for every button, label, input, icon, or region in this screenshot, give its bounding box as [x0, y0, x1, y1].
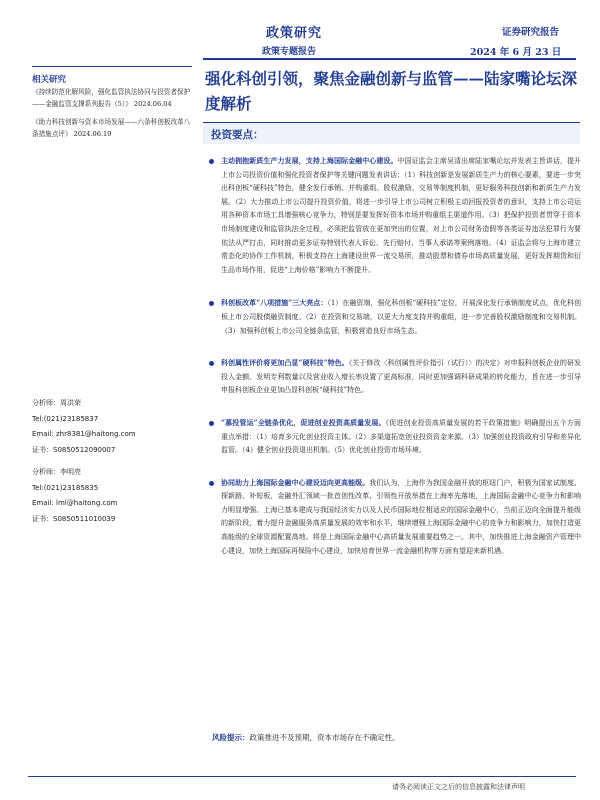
header-divider	[203, 58, 576, 60]
analyst-tel: Tel:(021)23185837	[32, 414, 99, 423]
related-research-date: 2024.06.04	[133, 100, 172, 108]
related-research-date: 2024.06.19	[73, 130, 112, 138]
key-point-body: 我们认为，上海作为我国金融开放的枢纽门户，积极为国家试制度、探新路、补短板，金融外汇领域一批首创性改革，引领性开放举措在上海率先落地，上海国际金融中心竞争力和影响力明显增强。上海已基本建成与我国经济实力以及人民币国际地位相适应的国际金融中心，当前正迈向全面提升能级的新阶段，着力提升金融服务高质量发展的效率和水平，继续增强上海国际金融中心的竞争力和影响力，加快打造更高能级的全球资源配置高地。将是上海国际金融中心高质量发展重要趋势之一。其中，加快推进上海金融资产管理中心建设，加快上海国际再保险中心建设，加快培育世界一流金融机构等方面有望迎来新机遇。	[221, 478, 582, 555]
related-research-item[interactable]	[32, 116, 194, 140]
analyst-cert: 证书：S0850512090007	[32, 445, 116, 454]
analyst-tel: Tel:(021)23185835	[32, 483, 99, 492]
key-points-list	[207, 154, 581, 558]
related-research-heading: 相关研究	[32, 75, 67, 85]
risk-warning	[212, 732, 400, 743]
key-point-lead: “募投管运”全链条优化，促进创业投资高质量发展。	[221, 417, 386, 427]
key-point-lead: 主动拥抱新质生产力发展，支持上海国际金融中心建设。	[221, 156, 398, 165]
key-point-lead: 科创板改革“八项措施”三大亮点：	[221, 298, 328, 308]
key-point-item	[207, 296, 581, 338]
key-point-item	[207, 356, 581, 398]
analyst-email[interactable]: Email: zhr8381@haitong.com	[32, 430, 136, 438]
related-research-item[interactable]	[32, 86, 194, 110]
bullet-dot-icon	[209, 159, 214, 164]
bullet-dot-icon	[209, 301, 214, 306]
key-points-header	[203, 122, 580, 144]
key-point-body: （1）在融资端，强化科创板“硬科技”定位，开展深化发行承销制度试点，优化科创板上市公司股债融资制度。（2）在投资和交易端，以更大力度支持并购重组，进一步完善股权激励制度和交易机制。（3）加强科创板上市公司全链条监管，积极营造良好市场生态。	[221, 299, 581, 335]
key-point-body: 中国证监会主席吴清出席陆家嘴论坛并发表主旨讲话，提升上市公司投资价值和强化投资者保护等关键问题发表讲话：（1）科技创新是发展新质生产力的核心要素，要进一步突出科创板“硬科技”特色，健全发行承销、并购重组、股权激励、交易等制度机制，更好服务科技创新和新质生产力发展。（2）大力推动上市公司提升投资价值，将进一步引导上市公司树立积极主动回报投资者的意识，支持上市公司运用各种资本市场工具增强核心竞争力，特别是要发挥好资本市场并购重组主渠道作用。（3）把保护投资者贯穿于资本市场制度建设和监管执法全过程，必须把监管放在更加突出的位置，对上市公司财务造假等各类证券违法犯罪行为要依法从严打击，同时推动更多证券特别代表人诉讼、先行赔付、当事人承诺等案例落地。（4）证监会将与上海市建立常态化的协作工作机制，积极支持在上海建设世界一流交易所，推动股票和债券市场高质量发展，更好发挥期货和衍生品市场作用，促进“上海价格”影响力不断提升。	[221, 157, 581, 274]
key-point-body: 《关于修改〈科创属性评价指引（试行）〉的决定》对申报科创板企业的研发投入金额、发明专利数量以及营业收入增长率设置了更高标准，同时更加强调科研成果的转化能力，旨在进一步引导申报科创板企业更加凸显科创板“硬科技”特色。	[221, 359, 581, 395]
key-point-item	[207, 416, 581, 458]
analyst-name: 分析师：周洪荣	[32, 399, 81, 407]
key-point-lead: 科创属性评价将更加凸显“硬科技”特色。	[221, 358, 349, 368]
analyst-cert: 证书：S0850511010039	[32, 514, 116, 523]
analyst-name: 分析师：李明亮	[32, 468, 81, 476]
report-type: 证券研究报告	[502, 27, 560, 38]
analyst-info	[32, 396, 197, 527]
footer-disclaimer: 请务必阅读正文之后的信息披露和法律声明	[392, 783, 525, 791]
report-subcategory: 政策专题报告	[262, 47, 317, 57]
sidebar-divider	[32, 66, 192, 67]
footer-divider	[28, 776, 576, 777]
report-date: 2024 年 6 月 23 日	[470, 47, 562, 58]
key-point-item	[207, 154, 581, 277]
related-research-list	[32, 86, 194, 146]
key-points-heading: 投资要点：	[211, 129, 264, 141]
bullet-dot-icon	[209, 361, 214, 366]
key-point-lead: 协同助力上海国际金融中心建设迈向更高能级。	[221, 477, 370, 487]
related-research-title[interactable]: 《助力科技创新与资本市场发展——六条科创板改革八条措施点评》	[32, 118, 191, 138]
risk-warning-label: 风险提示：	[212, 733, 250, 742]
report-category: 政策研究	[266, 26, 323, 41]
analyst-email[interactable]: Email: lml@haitong.com	[32, 499, 118, 507]
key-point-body: 《促进创业投资高质量发展的若干政策措施》明确提出五个方面重点举措：（1）培育多元化创业投资主体。（2）多渠道拓宽创业投资资金来源。（3）加强创业投资政府引导和差异化监管。（4）健全创业投资退出机制。（5）优化创业投资市场环境。	[221, 418, 582, 455]
report-title: 强化科创引领，聚焦金融创新与监管——陆家嘴论坛深度解析	[205, 69, 578, 113]
related-research-title[interactable]: 《持续防范化解风险，强化监管执法协同与投资者保护——金融监管支撑系列报告（5）》	[32, 88, 191, 108]
bullet-dot-icon	[209, 481, 214, 486]
risk-warning-text: 政策推进不及预期，资本市场存在不确定性。	[249, 733, 400, 742]
bullet-dot-icon	[209, 421, 214, 426]
key-point-item	[207, 476, 581, 559]
